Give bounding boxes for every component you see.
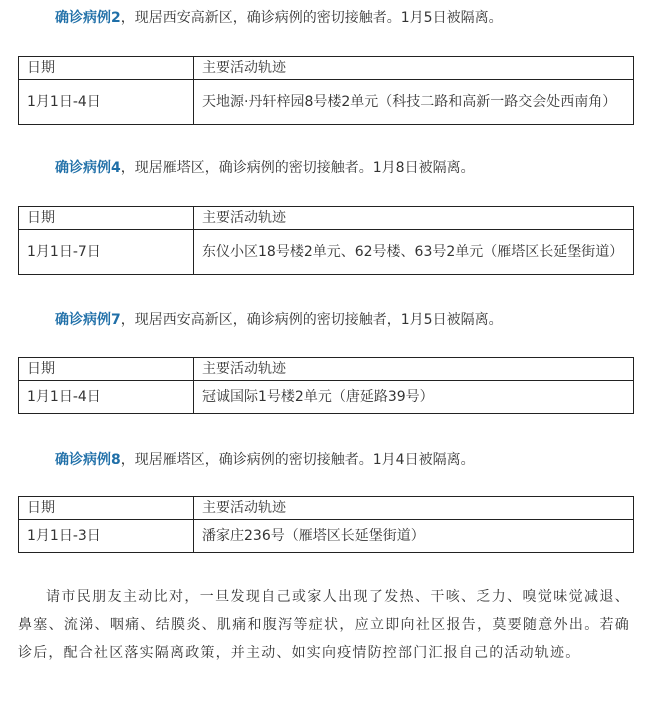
header-date: 日期 [19, 358, 194, 381]
case-name: 确诊病例4 [55, 160, 121, 176]
header-track: 主要活动轨迹 [194, 497, 634, 520]
cell-date: 1月1日-4日 [19, 80, 194, 125]
table-row [19, 520, 634, 553]
header-date: 日期 [19, 207, 194, 230]
cell-date: 1月1日-4日 [19, 381, 194, 414]
case-title [55, 310, 503, 330]
cell-track: 潘家庄236号（雁塔区长延堡街道） [194, 520, 634, 553]
track-table-case-8 [18, 496, 634, 553]
header-date: 日期 [19, 57, 194, 80]
case-title [55, 450, 475, 470]
header-track: 主要活动轨迹 [194, 207, 634, 230]
table-row [19, 381, 634, 414]
case-description: ，现居雁塔区，确诊病例的密切接触者。1月4日被隔离。 [120, 452, 475, 468]
track-table-case-7 [18, 357, 634, 414]
case-description: ，现居西安高新区，确诊病例的密切接触者。1月5日被隔离。 [120, 10, 503, 26]
table-header-row [19, 358, 634, 381]
cell-track: 冠诚国际1号楼2单元（唐延路39号） [194, 381, 634, 414]
cell-date: 1月1日-3日 [19, 520, 194, 553]
header-date: 日期 [19, 497, 194, 520]
table-header-row [19, 497, 634, 520]
track-table-case-4 [18, 206, 634, 275]
case-title [55, 8, 503, 28]
track-table-case-2 [18, 56, 634, 125]
cell-track: 东仪小区18号楼2单元、62号楼、63号2单元（雁塔区长延堡街道） [194, 230, 634, 275]
table-row [19, 80, 634, 125]
case-description: ，现居雁塔区，确诊病例的密切接触者。1月8日被隔离。 [120, 160, 475, 176]
case-name: 确诊病例2 [55, 10, 121, 26]
case-name: 确诊病例8 [55, 452, 121, 468]
table-header-row [19, 207, 634, 230]
case-name: 确诊病例7 [55, 312, 121, 328]
case-title [55, 158, 475, 178]
table-header-row [19, 57, 634, 80]
header-track: 主要活动轨迹 [194, 358, 634, 381]
cell-track: 天地源·丹轩梓园8号楼2单元（科技二路和高新一路交会处西南角） [194, 80, 634, 125]
header-track: 主要活动轨迹 [194, 57, 634, 80]
case-description: ，现居西安高新区，确诊病例的密切接触者，1月5日被隔离。 [120, 312, 503, 328]
table-row [19, 230, 634, 275]
notice-paragraph: 请市民朋友主动比对，一旦发现自己或家人出现了发热、干咳、乏力、嗅觉味觉减退、鼻塞、流涕、咽痛、结膜炎、肌痛和腹泻等症状，应立即向社区报告，莫要随意外出。若确诊后，配合社区落实隔离政策，并主动、如实向疫情防控部门汇报自己的活动轨迹。 [18, 589, 630, 661]
cell-date: 1月1日-7日 [19, 230, 194, 275]
